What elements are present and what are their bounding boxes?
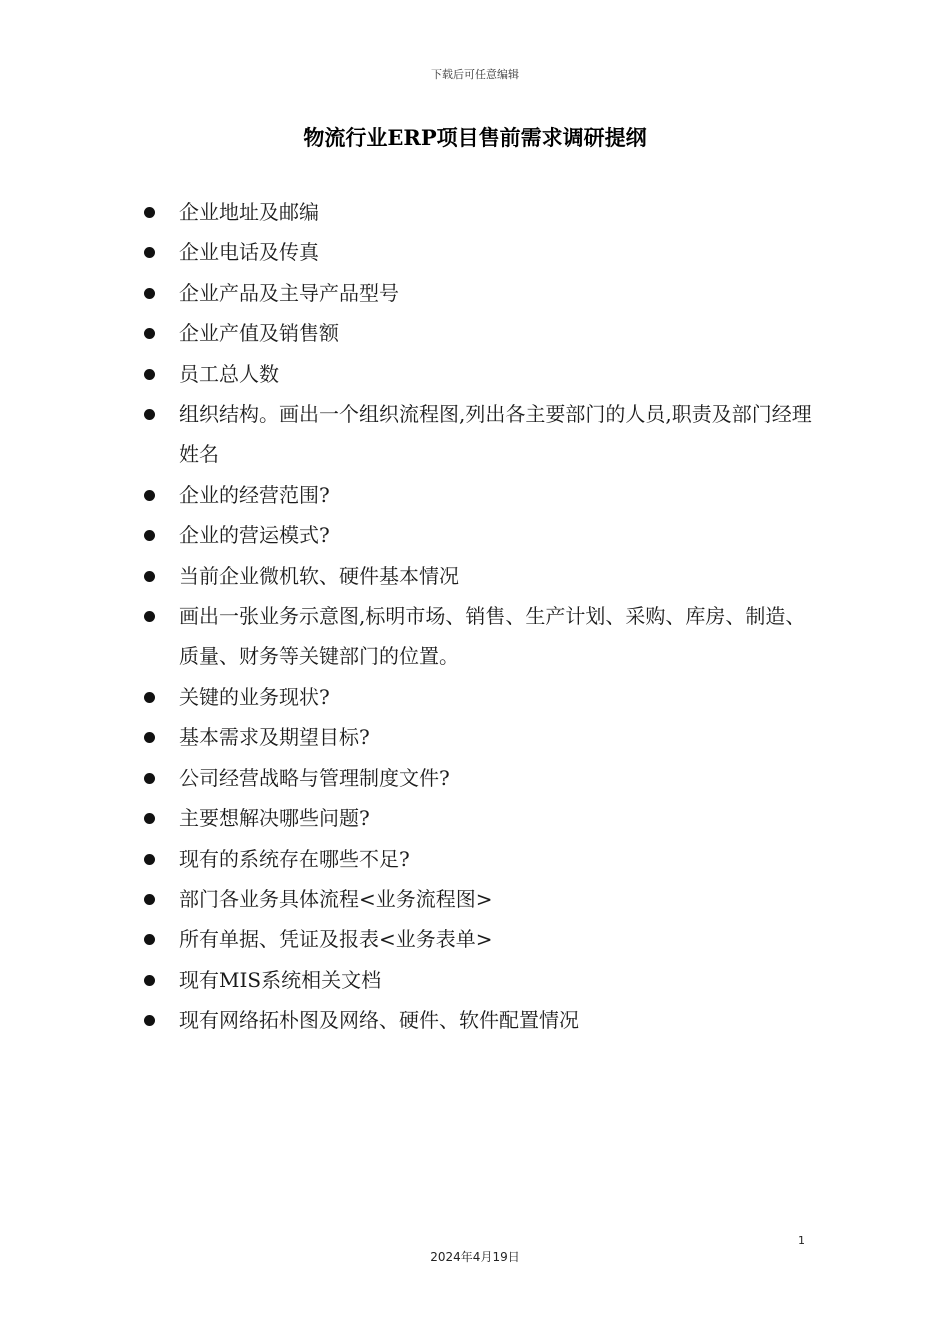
bullet-icon <box>144 207 155 218</box>
bullet-icon <box>144 894 155 905</box>
page-number: 1 <box>798 1234 805 1247</box>
list-item-text: 主要想解决哪些问题? <box>179 806 370 831</box>
list-item-text: 企业的经营范围? <box>179 482 330 507</box>
list-item-text: 企业电话及传真 <box>179 240 319 265</box>
list-item <box>143 273 823 313</box>
list-item <box>143 354 823 394</box>
list-item-text: 基本需求及期望目标? <box>179 725 370 750</box>
list-item <box>143 960 823 1000</box>
bullet-icon <box>144 975 155 986</box>
bullet-icon <box>144 409 155 420</box>
bullet-icon <box>144 692 155 703</box>
list-item <box>143 596 823 677</box>
list-item <box>143 1000 823 1040</box>
list-item-text: 员工总人数 <box>179 361 279 386</box>
list-item-text: 关键的业务现状? <box>179 684 330 709</box>
list-item-text: 当前企业微机软、硬件基本情况 <box>179 563 459 588</box>
list-item <box>143 758 823 798</box>
document-title: 物流行业ERP项目售前需求调研提纲 <box>303 125 647 150</box>
bullet-icon <box>144 530 155 541</box>
list-item-text: 所有单据、凭证及报表<业务表单> <box>179 927 493 952</box>
list-item <box>143 313 823 353</box>
footer-date: 2024年4月19日 <box>430 1250 520 1264</box>
bullet-icon <box>144 773 155 784</box>
bullet-icon <box>144 934 155 945</box>
list-item <box>143 919 823 959</box>
bullet-icon <box>144 328 155 339</box>
list-item <box>143 798 823 838</box>
list-item-text: 现有MIS系统相关文档 <box>179 967 382 992</box>
bullet-icon <box>144 732 155 743</box>
list-item-text: 企业的营运模式? <box>179 523 330 548</box>
bullet-icon <box>144 1015 155 1026</box>
bullet-icon <box>144 854 155 865</box>
list-item <box>143 232 823 272</box>
list-item-text: 画出一张业务示意图,标明市场、销售、生产计划、采购、库房、制造、质量、财务等关键部门的位置。 <box>179 604 806 669</box>
bullet-icon <box>144 490 155 501</box>
list-item-text: 现有网络拓朴图及网络、硬件、软件配置情况 <box>179 1008 579 1033</box>
requirements-list <box>143 192 823 1041</box>
list-item-text: 部门各业务具体流程<业务流程图> <box>179 886 493 911</box>
list-item <box>143 677 823 717</box>
list-item <box>143 556 823 596</box>
list-item <box>143 192 823 232</box>
list-item <box>143 839 823 879</box>
bullet-icon <box>144 571 155 582</box>
list-item <box>143 475 823 515</box>
bullet-icon <box>144 813 155 824</box>
bullet-icon <box>144 369 155 380</box>
list-item <box>143 394 823 475</box>
list-item-text: 现有的系统存在哪些不足? <box>179 846 410 871</box>
list-item-text: 企业地址及邮编 <box>179 200 319 224</box>
list-item-text: 组织结构。画出一个组织流程图,列出各主要部门的人员,职责及部门经理姓名 <box>179 402 812 467</box>
list-item-text: 公司经营战略与管理制度文件? <box>179 765 450 790</box>
list-item-text: 企业产品及主导产品型号 <box>179 280 399 305</box>
bullet-icon <box>144 288 155 299</box>
bullet-icon <box>144 611 155 622</box>
list-item-text: 企业产值及销售额 <box>179 321 339 346</box>
bullet-icon <box>144 247 155 258</box>
list-item <box>143 515 823 555</box>
list-item <box>143 879 823 919</box>
header-note: 下载后可任意编辑 <box>431 68 519 81</box>
list-item <box>143 717 823 757</box>
